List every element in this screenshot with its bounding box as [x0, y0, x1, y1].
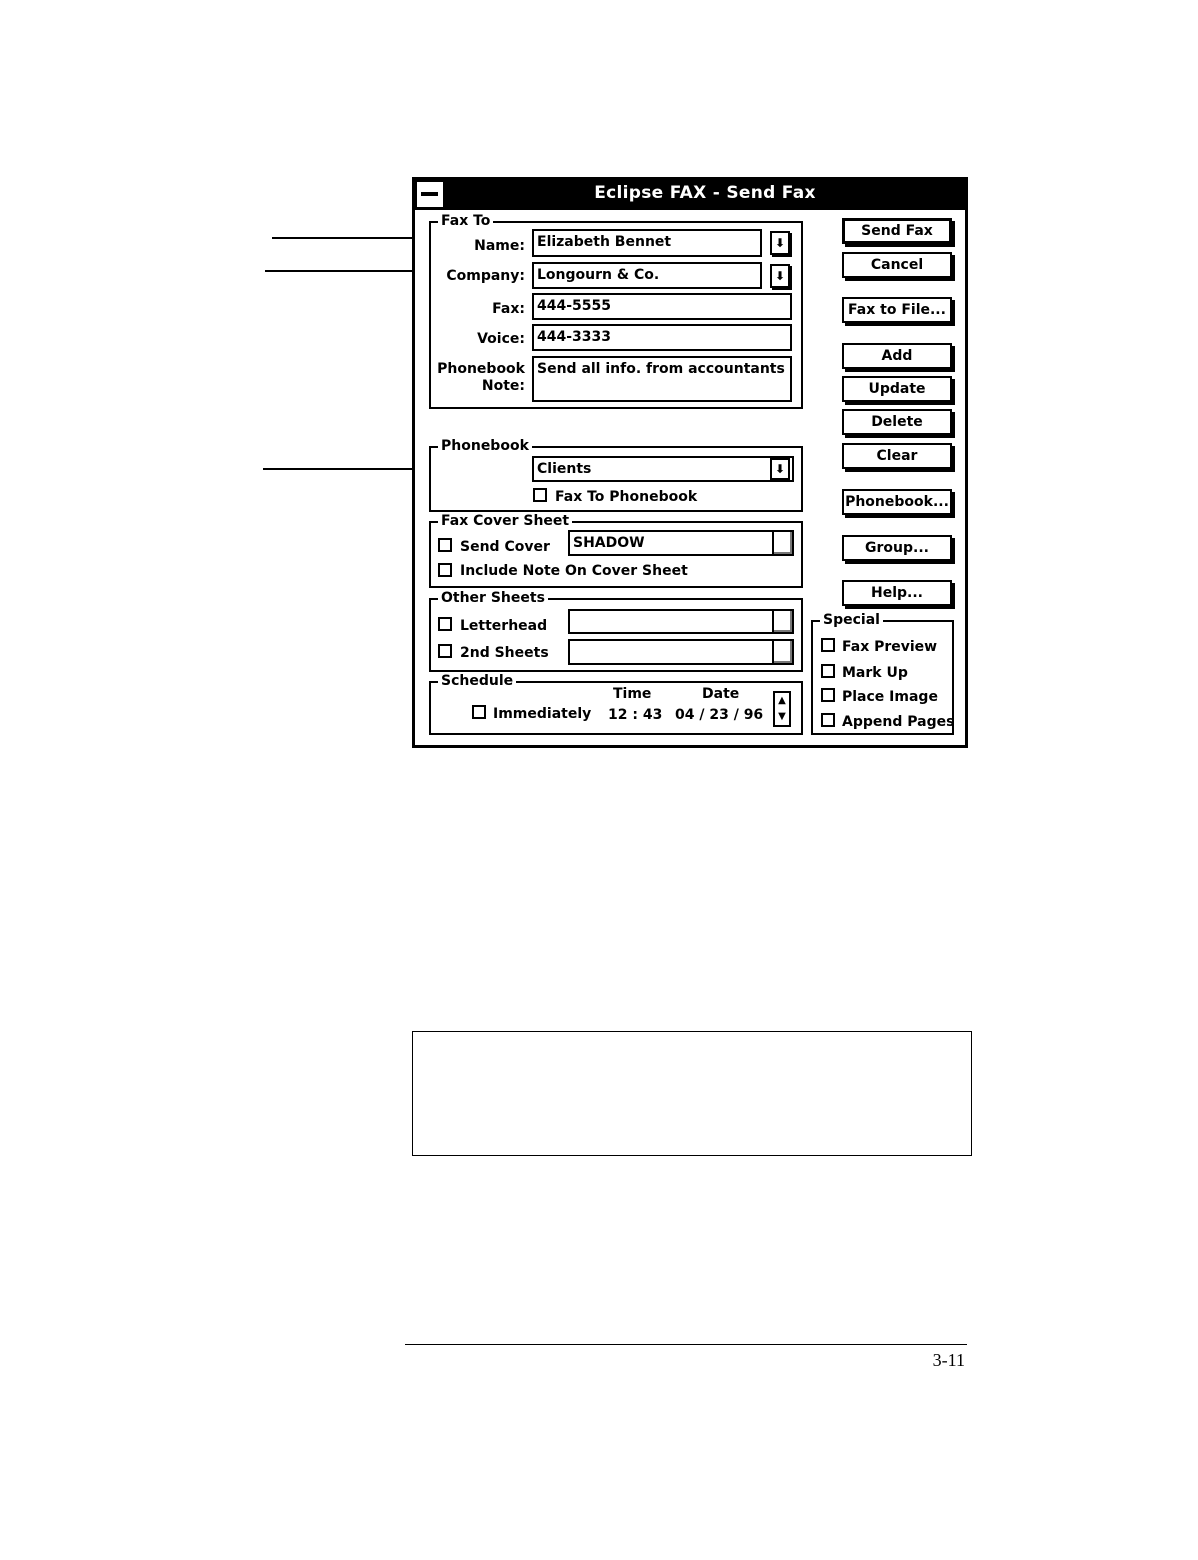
window-title: Eclipse FAX - Send Fax — [594, 183, 816, 203]
cover-sheet-combo[interactable] — [568, 530, 794, 556]
place-image-label: Place Image — [842, 689, 938, 705]
fax-to-group-label: Fax To — [438, 213, 493, 229]
name-label: Name: — [474, 238, 525, 254]
mark-up-checkbox[interactable] — [821, 664, 835, 678]
letterhead-combo[interactable] — [568, 609, 794, 634]
fax-to-phonebook-checkbox[interactable] — [533, 488, 547, 502]
delete-button[interactable]: Delete — [842, 409, 952, 435]
second-sheets-checkbox[interactable] — [438, 644, 452, 658]
update-button[interactable]: Update — [842, 376, 952, 402]
name-dropdown-button[interactable]: ⬇ — [770, 231, 790, 255]
other-sheets-group-label: Other Sheets — [438, 590, 548, 606]
control-menu-icon[interactable] — [417, 182, 445, 207]
page-number: 3-11 — [932, 1350, 965, 1370]
name-field[interactable]: Elizabeth Bennet — [532, 229, 762, 257]
fax-preview-label: Fax Preview — [842, 639, 938, 655]
schedule-spin-control[interactable] — [773, 691, 791, 727]
second-sheets-label: 2nd Sheets — [460, 645, 549, 661]
letterhead-label: Letterhead — [460, 618, 548, 634]
send-fax-button[interactable]: Send Fax — [842, 218, 952, 244]
cover-sheet-value: SHADOW — [573, 535, 645, 551]
add-button[interactable]: Add — [842, 343, 952, 369]
title-bar — [415, 180, 965, 210]
callout-line-name — [272, 237, 434, 239]
time-label: Time — [613, 686, 652, 702]
phonebook-note-label-line1: Phonebook — [437, 361, 525, 377]
phonebook-group-label: Phonebook — [438, 438, 532, 454]
letterhead-combo-button[interactable] — [772, 611, 792, 632]
letterhead-checkbox[interactable] — [438, 617, 452, 631]
date-label: Date — [702, 686, 740, 702]
phonebook-button[interactable]: Phonebook... — [842, 489, 952, 515]
second-sheets-combo-button[interactable] — [772, 641, 792, 663]
phonebook-dropdown-button[interactable]: ⬇ — [770, 458, 790, 480]
cover-sheet-combo-button[interactable] — [772, 532, 792, 554]
voice-label: Voice: — [477, 331, 525, 347]
cancel-button[interactable]: Cancel — [842, 252, 952, 278]
immediately-checkbox[interactable] — [472, 705, 486, 719]
fax-cover-sheet-group-label: Fax Cover Sheet — [438, 513, 572, 529]
company-label: Company: — [446, 268, 525, 284]
send-fax-dialog — [412, 177, 968, 748]
schedule-group-label: Schedule — [438, 673, 516, 689]
fax-number-field[interactable]: 444-5555 — [532, 293, 792, 320]
group-button[interactable]: Group... — [842, 535, 952, 561]
immediately-label: Immediately — [493, 706, 592, 722]
voice-number-field[interactable]: 444-3333 — [532, 324, 792, 351]
help-button[interactable]: Help... — [842, 580, 952, 606]
date-value[interactable]: 04 / 23 / 96 — [675, 707, 764, 723]
fax-to-phonebook-label: Fax To Phonebook — [555, 489, 698, 505]
phonebook-select[interactable]: Clients — [532, 456, 794, 482]
footer-rule — [405, 1344, 967, 1345]
second-sheets-combo[interactable] — [568, 639, 794, 665]
phonebook-note-field[interactable]: Send all info. from accountants — [532, 356, 792, 402]
phonebook-note-label-line2: Note: — [481, 378, 525, 394]
mark-up-label: Mark Up — [842, 665, 908, 681]
fax-preview-checkbox[interactable] — [821, 638, 835, 652]
fax-label: Fax: — [492, 301, 525, 317]
spin-down-icon[interactable]: ▼ — [778, 711, 786, 722]
spin-up-icon[interactable]: ▲ — [778, 695, 786, 706]
fax-to-file-button[interactable]: Fax to File... — [842, 297, 952, 323]
note-box — [412, 1031, 972, 1156]
clear-button[interactable]: Clear — [842, 443, 952, 469]
special-group-label: Special — [820, 612, 883, 628]
append-pages-label: Append Pages — [842, 714, 955, 730]
include-note-checkbox[interactable] — [438, 563, 452, 577]
place-image-checkbox[interactable] — [821, 688, 835, 702]
include-note-label: Include Note On Cover Sheet — [460, 563, 688, 579]
append-pages-checkbox[interactable] — [821, 713, 835, 727]
time-value[interactable]: 12 : 43 — [608, 707, 663, 723]
company-field[interactable]: Longourn & Co. — [532, 262, 762, 289]
company-dropdown-button[interactable]: ⬇ — [770, 264, 790, 288]
send-cover-checkbox[interactable] — [438, 538, 452, 552]
send-cover-label: Send Cover — [460, 539, 550, 555]
